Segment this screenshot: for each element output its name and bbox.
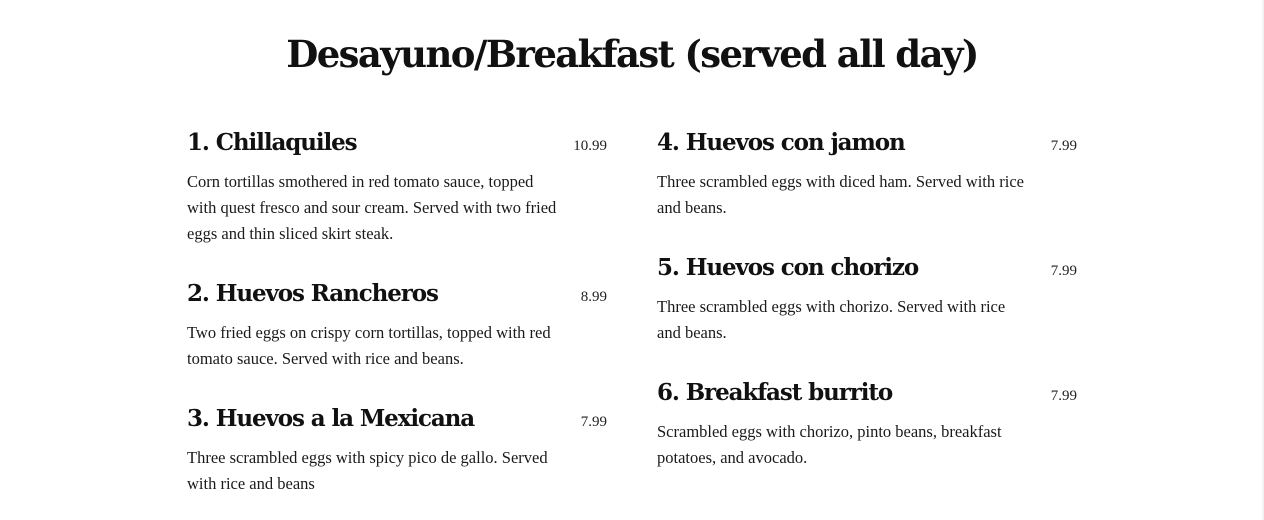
menu-section-title: Desayuno/Breakfast (served all day) [286,32,978,76]
menu-item-name: 4. Huevos con jamon [657,129,905,156]
menu-item-name: 2. Huevos Rancheros [187,280,438,307]
menu-item-header [187,402,607,436]
menu-item [657,126,1077,221]
menu-item-description: Corn tortillas smothered in red tomato sauce, topped with quest fresco and sour cream. Served with two fried eggs and thin sliced skirt steak. [187,172,557,243]
menu-item [187,126,607,247]
menu-item-description: Scrambled eggs with chorizo, pinto beans, breakfast potatoes, and avocado. [657,422,1002,467]
menu-item-price: 7.99 [1050,388,1077,404]
menu-item-price: 7.99 [1050,263,1077,279]
menu-item-header [657,126,1077,160]
menu-item-price: 10.99 [573,138,607,154]
menu-item [187,277,607,372]
menu-item-price: 7.99 [580,414,607,430]
menu-item-header [187,277,607,311]
menu-item-name: 1. Chillaquiles [187,129,357,156]
menu-item-description: Two fried eggs on crispy corn tortillas, topped with red tomato sauce. Served with rice and beans. [187,323,551,368]
menu-item-header [657,376,1077,410]
menu-item-description: Three scrambled eggs with chorizo. Served with rice and beans. [657,297,1006,342]
menu-item-name: 5. Huevos con chorizo [657,254,919,281]
menu-item [657,251,1077,346]
menu-column-left [187,126,607,520]
menu-item-header [187,126,607,160]
menu-item-description: Three scrambled eggs with spicy pico de gallo. Served with rice and beans [187,448,548,493]
menu-item-header [657,251,1077,285]
menu-item-price: 8.99 [580,289,607,305]
menu-item-name: 3. Huevos a la Mexicana [187,405,475,432]
menu-item-description: Three scrambled eggs with diced ham. Served with rice and beans. [657,172,1024,217]
menu-item-name: 6. Breakfast burrito [657,379,893,406]
menu-item [657,376,1077,471]
menu-item [187,402,607,497]
menu-item-price: 7.99 [1050,138,1077,154]
menu-column-right [657,126,1077,501]
